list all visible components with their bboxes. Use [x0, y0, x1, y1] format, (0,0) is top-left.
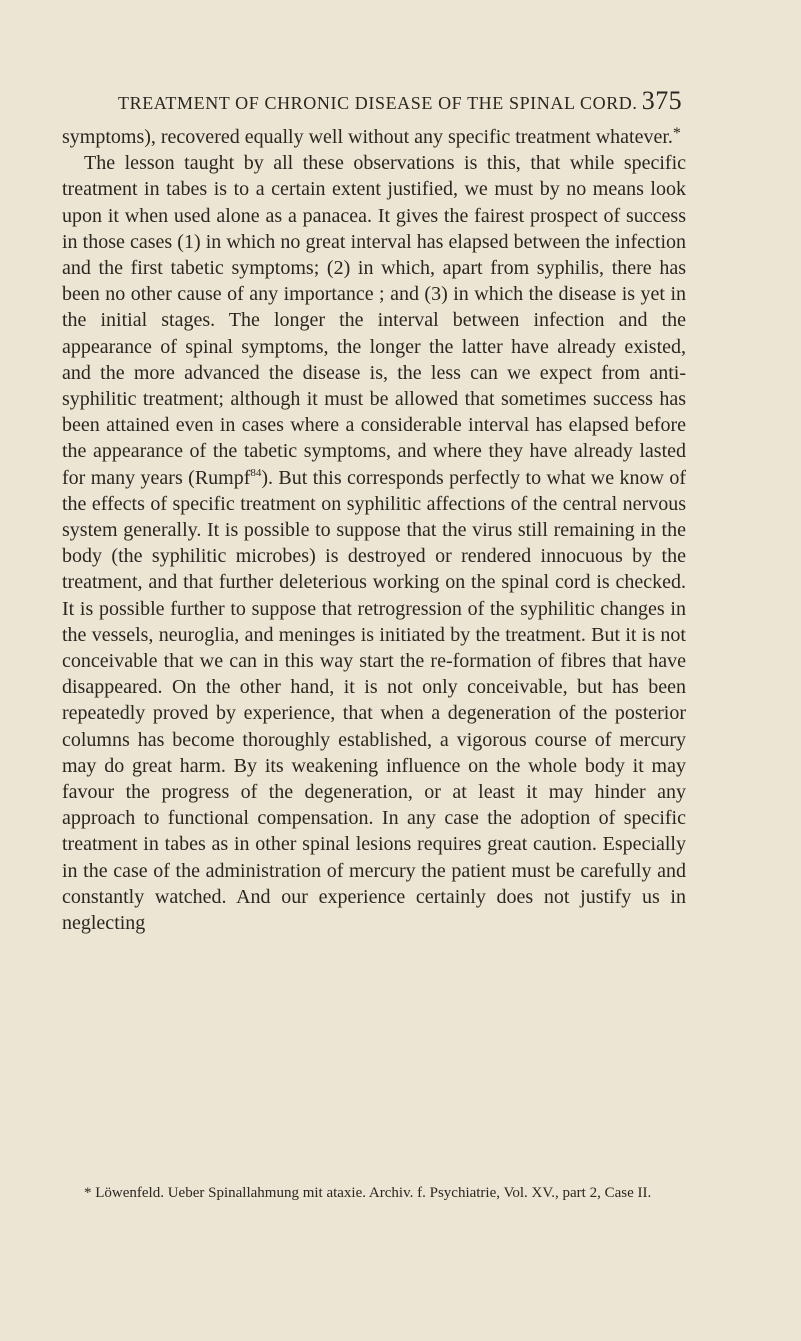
paragraph-2-text-b: ). But this corresponds perfectly to what we know of the effects of specific treatment on syphilitic affections of the central nervous system generally. It is possible to suppose that the virus still remaining in the body (the syphilitic microbes) is destroyed or rendered innocuous by the treatment, and that further deleterious working on the spinal cord is checked. It is possible further to suppose that retrogression of the syphilitic changes in the vessels, neuroglia, and meninges is initiated by the treatment. But it is not conceivable that we can in this way start the re-formation of fibres that have disappeared. On the other hand, it is not only conceivable, but has been repeatedly proved by experience, that when a degeneration of the posterior columns has become thoroughly established, a vigorous course of mercury may do great harm. By its weakening influence on the whole body it may favour the progress of the degeneration, or at least it may hinder any approach to functional compensation. In any case the adoption of specific treatment in tabes as in other spinal lesions requires great caution. Especially in the case of the administration of mercury the patient must be carefully and constantly watched. And our experience certainly does not justify us in neglecting	[62, 466, 687, 935]
running-head: TREATMENT OF CHRONIC DISEASE OF THE SPINAL CORD.	[118, 93, 638, 113]
paragraph-continuation	[62, 124, 686, 150]
footnote: * Löwenfeld. Ueber Spinallahmung mit ataxie. Archiv. f. Psychiatrie, Vol. XV., part 2, Case II.	[84, 1185, 652, 1201]
paragraph-2-text-a: The lesson taught by all these observations is this, that while specific treatment in tabes is to a certain extent justified, we must by no means look upon it when used alone as a panacea. It gives the fairest prospect of success in those cases (1) in which no great interval has elapsed between the infection and the first tabetic symptoms; (2) in which, apart from syphilis, there has been no other cause of any importance ; and (3) in which the disease is yet in the initial stages. The longer the interval between infection and the appearance of spinal symptoms, the longer the latter have already existed, and the more advanced the disease is, the less can we expect from anti-syphilitic treatment; although it must be allowed that sometimes success has been attained even in cases where a considerable interval has elapsed before the appearance of the tabetic symptoms, and where they have already lasted for many years (Rumpf	[62, 152, 686, 489]
reference-number: 84	[250, 466, 262, 479]
footnote-marker: *	[672, 125, 681, 142]
page-number: 375	[641, 86, 682, 115]
page-header	[118, 86, 682, 116]
paragraph-lesson	[62, 150, 686, 936]
body-text	[62, 124, 686, 936]
paragraph-1-text: symptoms), recovered equally well without any specific treatment whatever.	[62, 126, 673, 148]
